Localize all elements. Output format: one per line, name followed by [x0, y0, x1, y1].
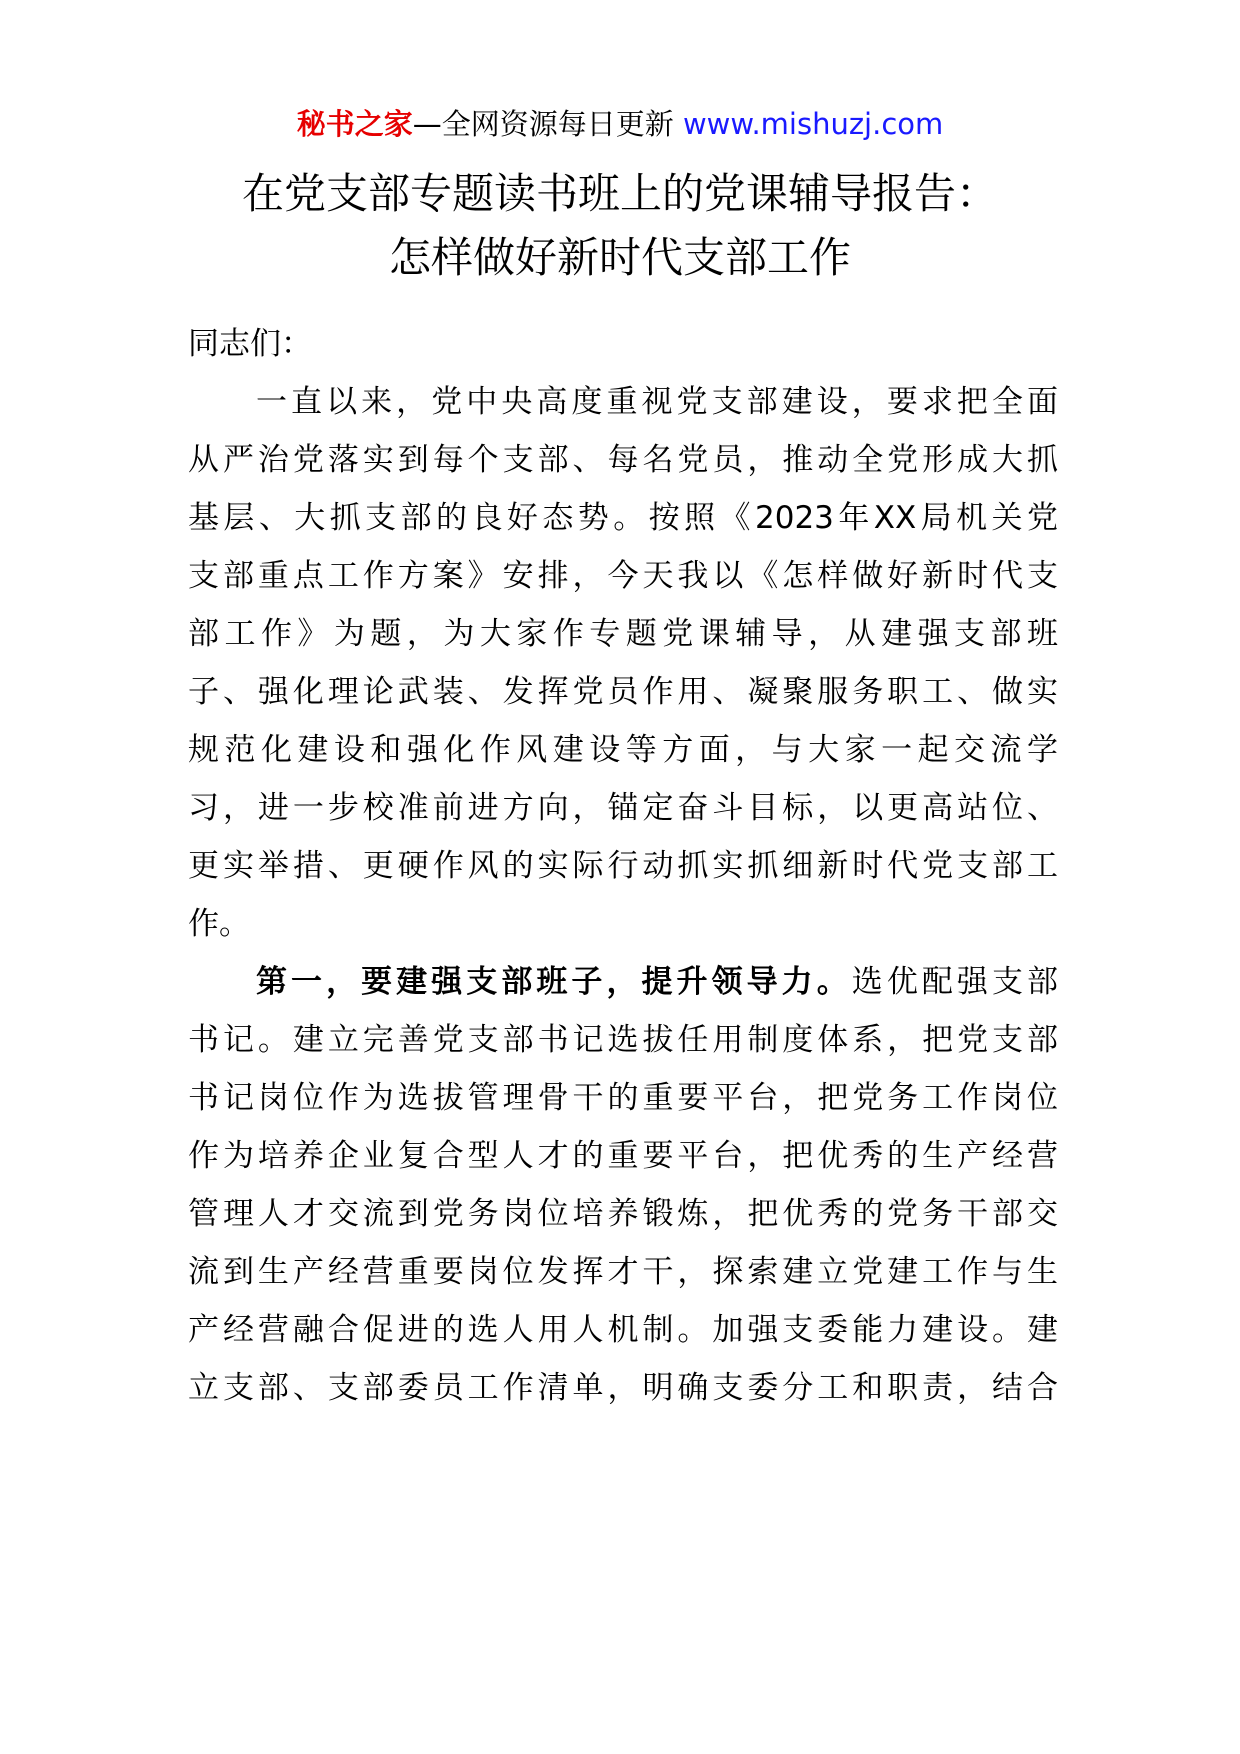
paragraph-lead-heading: 第一，要建强支部班子，提升领导力。: [256, 964, 852, 1000]
salutation: 同志们：: [188, 326, 312, 362]
paragraph-line: 产经营融合促进的选人用人机制。加强支委能力建设。建: [188, 1312, 1058, 1348]
paragraph-line: 更实举措、更硬作风的实际行动抓实抓细新时代党支部工: [188, 848, 1058, 884]
paragraph-line: 基层、大抓支部的良好态势。按照《2023年XX局机关党: [188, 500, 1058, 536]
paragraph-line: 书记岗位作为选拔管理骨干的重要平台，把党务工作岗位: [188, 1080, 1058, 1116]
paragraph-line: 管理人才交流到党务岗位培养锻炼，把优秀的党务干部交: [188, 1196, 1058, 1232]
paragraph-line: 作。: [188, 906, 250, 942]
paragraph-line: 子、强化理论武装、发挥党员作用、凝聚服务职工、做实: [188, 674, 1058, 710]
paragraph-line: 部工作》为题，为大家作专题党课辅导，从建强支部班: [188, 616, 1058, 652]
paragraph-line: 书记。建立完善党支部书记选拔任用制度体系，把党支部: [188, 1022, 1058, 1058]
paragraph-line: 流到生产经营重要岗位发挥才干，探索建立党建工作与生: [188, 1254, 1058, 1290]
document-title-line-2: 怎样做好新时代支部工作: [388, 233, 851, 282]
paragraph-line: 立支部、支部委员工作清单，明确支委分工和职责，结合: [188, 1370, 1058, 1406]
paragraph-lead-rest: 选优配强支部: [851, 964, 1059, 1000]
site-brand: 秘书之家: [296, 107, 413, 141]
paragraph-line: 作为培养企业复合型人才的重要平台，把优秀的生产经营: [188, 1138, 1058, 1174]
document-title-line-1: 在党支部专题读书班上的党课辅导报告：: [241, 169, 998, 218]
site-url-link[interactable]: www.mishuzj.com: [682, 107, 944, 141]
paragraph-line: 习，进一步校准前进方向，锚定奋斗目标，以更高站位、: [188, 790, 1058, 826]
paragraph-line: [188, 950, 1058, 1015]
paragraph-line: 规范化建设和强化作风建设等方面，与大家一起交流学: [188, 732, 1058, 768]
site-tagline: —全网资源每日更新: [412, 107, 674, 141]
site-header: [0, 104, 1240, 144]
paragraph-line: 一直以来，党中央高度重视党支部建设，要求把全面: [256, 384, 1058, 420]
paragraph-line: 从严治党落实到每个支部、每名党员，推动全党形成大抓: [188, 442, 1058, 478]
paragraph-line: 支部重点工作方案》安排，今天我以《怎样做好新时代支: [188, 558, 1058, 594]
